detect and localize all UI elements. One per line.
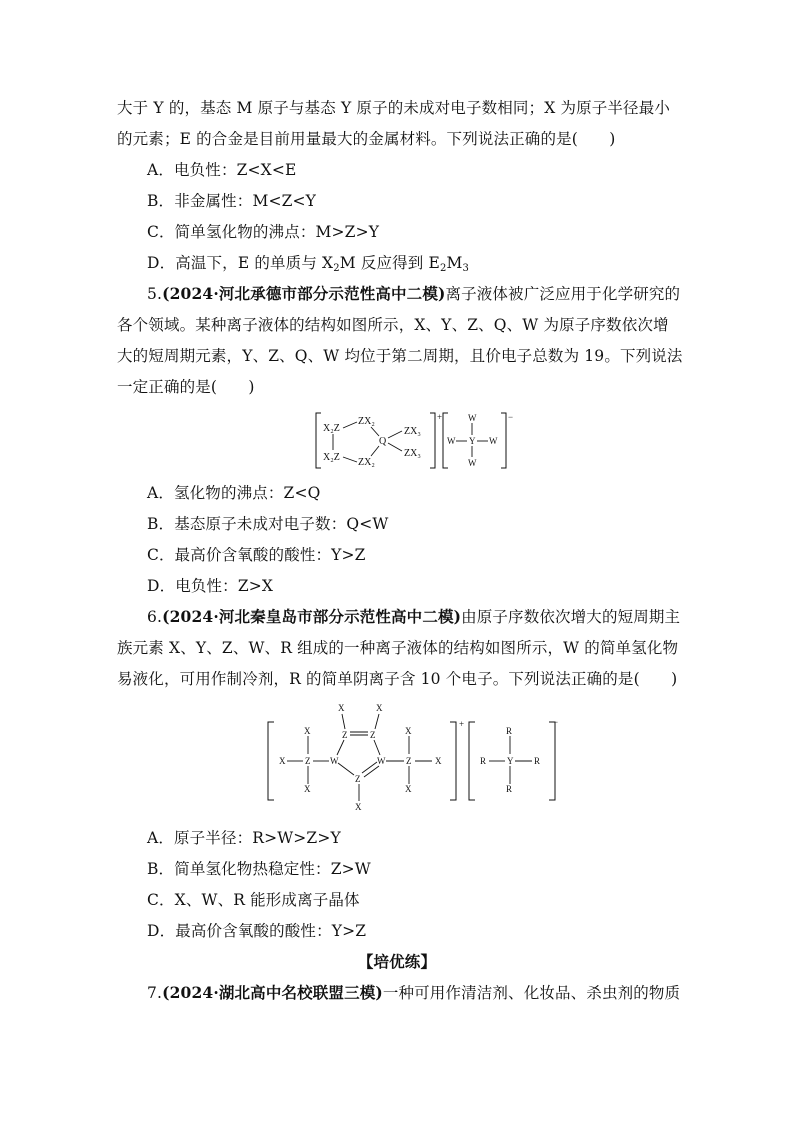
q6-atom-x: X [338,703,345,713]
q7-stem-line-1: 7.(2024·湖北高中名校联盟三模)一种可用作清洁剂、化妆品、杀虫剂的物质 [147,983,681,1002]
q5-stem-line-4: 一定正确的是( ) [117,378,255,396]
q6-atom-x: X [405,784,412,794]
q5-atom-zx3-top: ZX₃ [404,426,421,437]
q6-atom-x: X [405,726,412,736]
q6-atom-x: X [304,726,311,736]
q5-stem-line-3: 大的短周期元素，Y、Z、Q、W 均位于第二周期，且价电子总数为 19。下列说法 [117,347,683,365]
q5-atom-w-right: W [489,436,498,446]
q5-stem-line-1: 5.(2024·河北承德市部分示范性高中二模)离子液体被广泛应用于化学研究的 [147,284,681,303]
q6-stem-line-1: 6.(2024·河北秦皇岛市部分示范性高中二模)由原子序数依次增大的短周期主 [147,607,681,626]
q4-stem-line-2: 的元素；E 的合金是目前用量最大的金属材料。下列说法正确的是( ) [117,130,616,148]
q5-atom-zx3-bot: ZX₃ [404,448,421,459]
q4-option-a: A．电负性：Z<X<E [147,161,297,179]
q6-atom-r: R [506,726,513,736]
q6-atom-z: Z [342,730,348,740]
q5-option-d: D．电负性：Z>X [147,577,274,595]
q6-atom-z: Z [305,756,311,766]
q6-option-a: A．原子半径：R>W>Z>Y [147,829,341,847]
q5-source: (2024·河北承德市部分示范性高中二模) [162,284,446,303]
q5-atom-w-left: W [447,436,456,446]
q5-atom-y: Y [469,436,476,446]
q4-option-c: C．简单氢化物的沸点：M>Z>Y [147,223,380,241]
q4-option-d: D．高温下，E 的单质与 $X_2M$ 反应得到 $E_2M_3$ [147,254,470,274]
q6-stem-line-3: 易液化，可用作制冷剂，R 的简单阴离子含 10 个电子。下列说法正确的是( ) [117,670,678,688]
q6-option-b: B．简单氢化物热稳定性：Z>W [147,860,371,878]
q6-stem-line-2: 族元素 X、Y、Z、W、R 组成的一种离子液体的结构如图所示，W 的简单氢化物 [117,639,679,657]
q6-atom-z: Z [355,774,361,784]
q5-option-c: C．最高价含氧酸的酸性：Y>Z [147,546,366,564]
q5-atom-zx2-bot: ZX₂ [358,457,375,468]
q5-atom-zx2-top: ZX₂ [358,416,375,427]
q6-atom-x: X [355,802,362,812]
q5-option-a: A．氢化物的沸点：Z<Q [147,484,321,502]
q4-option-b: B．非金属性：M<Z<Y [147,192,317,210]
q5-atom-x2z-bot: X₂Z [323,452,340,463]
q6-cation-charge: + [459,719,465,729]
q5-stem-line-2: 各个领域。某种离子液体的结构如图所示，X、Y、Z、Q、W 为原子序数依次增 [117,316,669,334]
q6-atom-y: Y [507,756,514,766]
q6-option-d: D．最高价含氧酸的酸性：Y>Z [147,922,367,940]
q5-anion-charge: − [508,412,513,422]
q5-atom-q: Q [379,436,387,447]
q6-option-c: C．X、W、R 能形成离子晶体 [147,891,360,909]
q6-atom-r: R [534,756,541,766]
q6-atom-x: X [376,703,383,713]
q6-atom-z: Z [406,756,412,766]
q5-option-b: B．基态原子未成对电子数：Q<W [147,515,389,533]
q6-atom-r: R [506,784,513,794]
q6-atom-w: W [377,756,386,766]
q6-anion-charge: − [553,717,559,727]
q6-atom-r: R [480,756,487,766]
q6-atom-x: X [435,756,442,766]
q5-atom-w-bottom: W [468,458,477,468]
q6-atom-x: X [304,784,311,794]
q5-cation-charge: + [437,412,443,422]
q6-atom-x: X [279,756,286,766]
q5-atom-x2z-top: X₂Z [323,423,340,434]
q6-source: (2024·河北秦皇岛市部分示范性高中二模) [162,607,462,626]
q4-stem-line-1: 大于 Y 的，基态 M 原子与基态 Y 原子的未成对电子数相同；X 为原子半径最小 [117,99,671,117]
q7-source: (2024·湖北高中名校联盟三模) [162,983,383,1002]
q6-atom-w: W [330,756,339,766]
q5-atom-w-top: W [468,413,477,423]
q5-structure-figure [313,410,513,472]
q6-atom-z: Z [370,730,376,740]
q6-structure-figure [262,700,562,816]
section-heading: 【培优练】 [357,952,437,971]
